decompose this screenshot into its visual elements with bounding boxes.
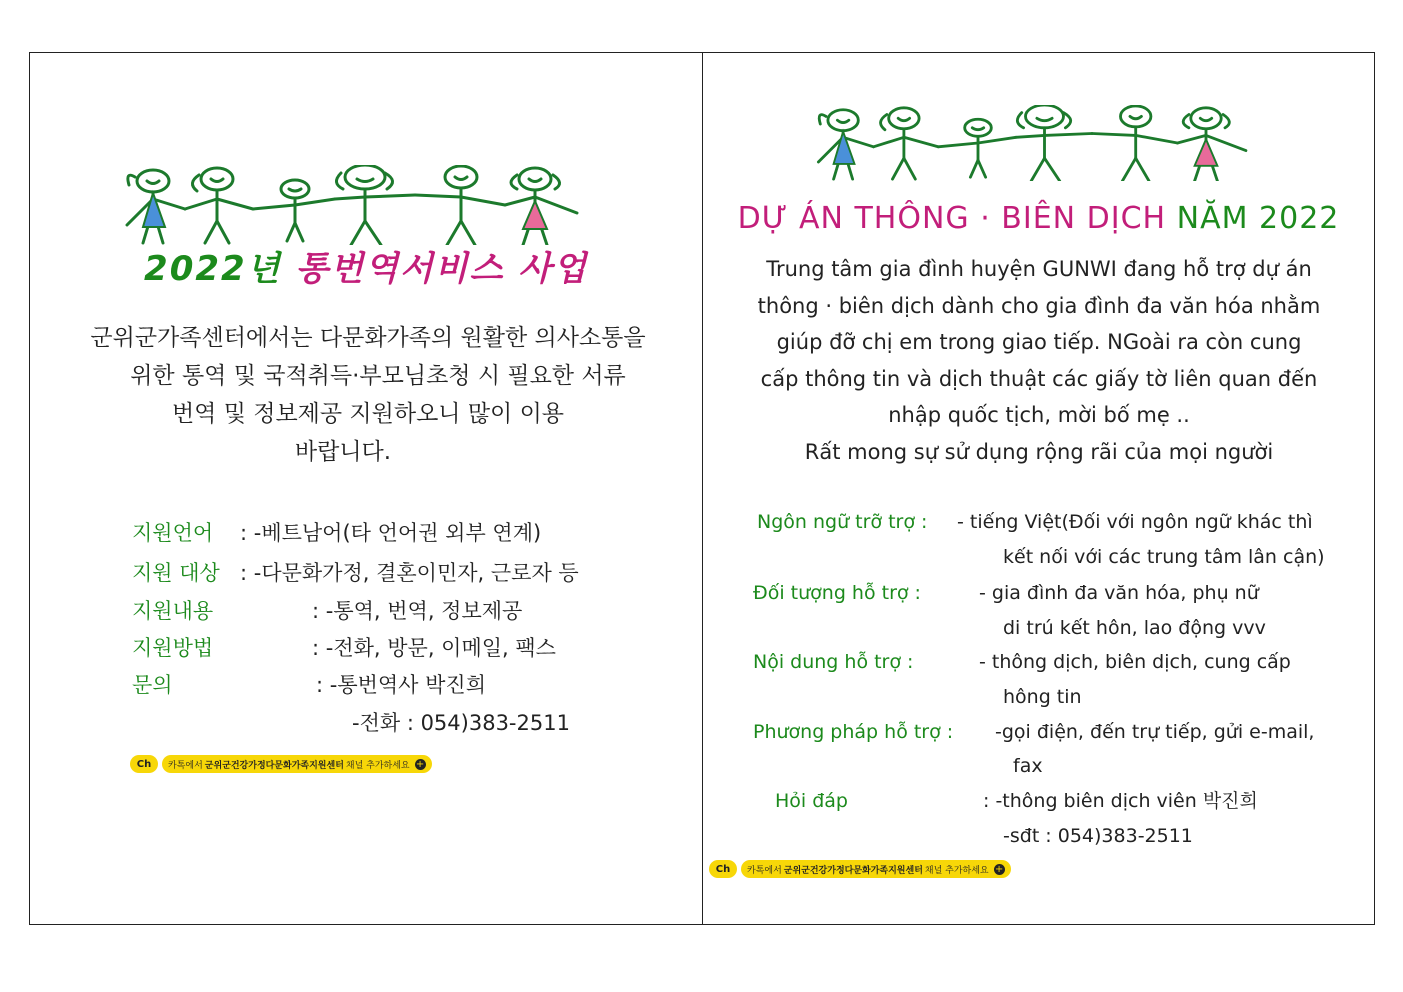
plus-icon: + — [994, 863, 1004, 875]
intro-line: giúp đỡ chị em trong giao tiếp. NGoài ra còn cung — [776, 330, 1302, 354]
vietnamese-title — [703, 201, 1374, 236]
kakao-pre-text: 카톡에서 — [168, 760, 203, 771]
kakao-channel-name: 군위군건강가정다문화가족지원센터 — [783, 865, 923, 876]
intro-line: cấp thông tin và dịch thuật các giấy tờ liên quan đến — [760, 366, 1318, 391]
info-value-target: : -다문화가정, 결혼이민자, 근로자 등 — [240, 561, 579, 585]
intro-line: nhập quốc tịch, mời bố mẹ .. — [888, 403, 1190, 427]
info-label-content: Nội dung hỗ trợ : — [753, 651, 914, 673]
vietnamese-panel — [703, 53, 1374, 924]
info-phone: -sđt : 054)383-2511 — [1003, 825, 1193, 847]
info-value-language: - tiếng Việt(Đối với ngôn ngữ khác thì — [957, 511, 1313, 533]
info-label-method: 지원방법 — [132, 636, 214, 660]
info-phone: -전화 : 054)383-2511 — [352, 711, 570, 735]
vietnamese-intro-paragraph — [711, 251, 1367, 470]
korean-panel — [30, 53, 702, 924]
info-label-language: Ngôn ngữ trỡ trợ : — [757, 511, 928, 533]
intro-line: thông · biên dịch dành cho gia đình đa văn hóa nhằm — [757, 293, 1321, 318]
intro-line: Trung tâm gia đình huyện GUNWI đang hỗ trợ dự án — [766, 257, 1312, 281]
intro-line: 바랍니다. — [294, 439, 392, 465]
korean-title — [30, 241, 702, 290]
title-project: DỰ ÁN THÔNG · BIÊN DỊCH — [737, 201, 1167, 236]
intro-line: 번역 및 정보제공 지원하오니 많이 이용 — [171, 401, 565, 427]
info-value-target-cont: di trú kết hôn, lao động vvv — [1003, 617, 1266, 639]
korean-intro-paragraph — [38, 319, 698, 471]
info-value-inquiry: : -통번역사 박진희 — [316, 673, 487, 697]
info-value-method: : -전화, 방문, 이메일, 팩스 — [312, 636, 556, 660]
info-label-inquiry: 문의 — [132, 673, 173, 697]
kakao-channel-badge: Ch — [130, 755, 158, 773]
info-value-inquiry: : -thông biên dịch viên 박진희 — [983, 790, 1258, 812]
kakao-channel-bar[interactable] — [709, 859, 1011, 879]
title-year: NĂM 2022 — [1176, 201, 1340, 236]
vietnamese-info-list — [703, 505, 1374, 865]
family-stick-figures-illustration — [815, 105, 1255, 181]
kakao-channel-badge: Ch — [709, 860, 737, 878]
info-value-target: - gia đình đa văn hóa, phụ nữ — [979, 582, 1259, 604]
kakao-channel-name: 군위군건강가정다문화가족지원센터 — [204, 760, 344, 771]
info-value-method-cont: fax — [1013, 755, 1043, 777]
info-label-target: Đối tượng hỗ trợ : — [753, 582, 921, 604]
korean-info-list — [30, 515, 702, 755]
info-label-inquiry: Hỏi đáp — [775, 790, 848, 812]
info-label-method: Phương pháp hỗ trợ : — [753, 721, 954, 743]
info-label-language: 지원언어 — [132, 521, 214, 545]
kakao-channel-text — [162, 755, 432, 773]
plus-icon: + — [415, 758, 425, 770]
info-value-content-cont: hông tin — [1003, 686, 1082, 708]
kakao-channel-text — [741, 860, 1011, 878]
kakao-pre-text: 카톡에서 — [747, 865, 782, 876]
info-value-method: -gọi điện, đến trự tiếp, gửi e-mail, — [995, 721, 1315, 743]
info-label-content: 지원내용 — [132, 599, 214, 623]
info-value-language-cont: kết nối với các trung tâm lân cận) — [1003, 546, 1325, 568]
intro-line: Rất mong sự sử dụng rộng rãi của mọi người — [804, 439, 1274, 464]
title-year: 2022년 — [144, 249, 282, 289]
info-value-language: : -베트남어(타 언어권 외부 연계) — [240, 521, 542, 545]
title-service-name: 통번역서비스 사업 — [295, 249, 588, 289]
info-value-content: : -통역, 번역, 정보제공 — [312, 599, 523, 623]
intro-line: 위한 통역 및 국적취득·부모님초청 시 필요한 서류 — [130, 363, 626, 389]
info-label-target: 지원 대상 — [132, 561, 220, 585]
info-value-content: - thông dịch, biên dịch, cung cấp — [979, 651, 1291, 673]
kakao-channel-bar[interactable] — [130, 754, 432, 774]
kakao-post-text: 채널 추가하세요 — [924, 865, 989, 876]
kakao-post-text: 채널 추가하세요 — [345, 760, 410, 771]
family-stick-figures-illustration — [125, 165, 585, 245]
intro-line: 군위군가족센터에서는 다문화가족의 원활한 의사소통을 — [90, 325, 646, 351]
